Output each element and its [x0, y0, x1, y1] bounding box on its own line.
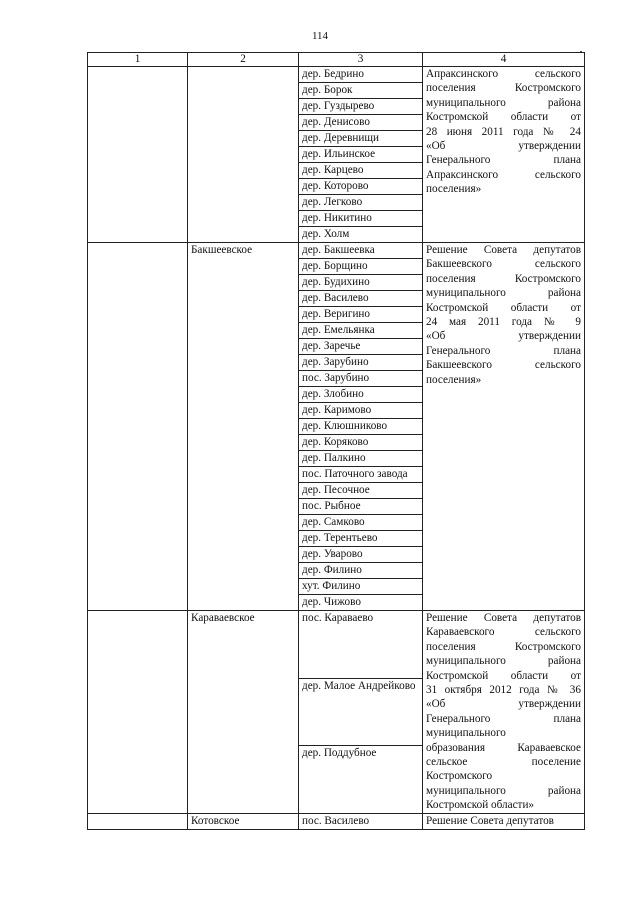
village-cell: дер. Зарубино — [299, 355, 423, 371]
column-header: 1 — [88, 53, 188, 67]
village-cell: дер. Чижово — [299, 595, 423, 611]
village-cell: дер. Бедрино — [299, 67, 423, 83]
decision-line: муниципального района — [426, 96, 581, 109]
table-row — [88, 611, 585, 679]
village-cell: дер. Коряково — [299, 435, 423, 451]
decision-line: Бакшеевского сельского — [426, 359, 581, 372]
decision-line: Костромского — [426, 770, 493, 783]
decision-line: Генерального плана — [426, 712, 581, 725]
village-cell: дер. Гуздырево — [299, 99, 423, 115]
village-cell: дер. Холм — [299, 227, 423, 243]
decision-line: Костромской области от — [426, 669, 581, 682]
village-cell: дер. Карцево — [299, 163, 423, 179]
decision-line: поселения» — [426, 373, 482, 386]
number-cell — [88, 243, 188, 611]
village-cell: дер. Борщино — [299, 259, 423, 275]
settlement-cell — [188, 67, 299, 243]
village-cell: пос. Паточного завода — [299, 467, 423, 483]
village-cell: дер. Злобино — [299, 387, 423, 403]
decision-line: сельское поселение — [426, 756, 581, 769]
settlement-cell: Бакшеевское — [188, 243, 299, 611]
village-cell: дер. Песочное — [299, 483, 423, 499]
village-cell: дер. Поддубное — [299, 746, 423, 814]
decision-line: «Об утверждении — [426, 330, 581, 343]
decision-line: Решение Совета депутатов — [426, 244, 581, 256]
decision-cell — [423, 243, 585, 611]
village-cell: дер. Уварово — [299, 547, 423, 563]
village-cell: дер. Бакшеевка — [299, 243, 423, 259]
decision-line: поселения» — [426, 183, 482, 196]
decision-line: Апраксинского сельского — [426, 68, 581, 80]
decision-line: 31 октября 2012 года № 36 — [426, 684, 581, 697]
village-cell: дер. Терентьево — [299, 531, 423, 547]
village-cell: дер. Каримово — [299, 403, 423, 419]
village-cell: дер. Василево — [299, 291, 423, 307]
decision-line: поселения Костромского — [426, 640, 581, 653]
village-cell: дер. Палкино — [299, 451, 423, 467]
decision-cell — [423, 67, 585, 243]
village-cell: хут. Филино — [299, 579, 423, 595]
decision-line: Решение Совета депутатов — [426, 612, 581, 624]
village-cell: пос. Зарубино — [299, 371, 423, 387]
decision-line: Бакшеевского сельского — [426, 258, 581, 271]
village-cell: пос. Караваево — [299, 611, 423, 679]
village-cell: пос. Василево — [299, 813, 423, 829]
village-cell: дер. Которово — [299, 179, 423, 195]
decision-line: Костромской области» — [426, 799, 535, 812]
decision-line: поселения Костромского — [426, 272, 581, 285]
decision-line: образования Караваевское — [426, 741, 581, 754]
column-header: 4 — [423, 53, 585, 67]
village-cell: дер. Легково — [299, 195, 423, 211]
decision-line: Костромской области от — [426, 111, 581, 124]
village-cell: дер. Будихино — [299, 275, 423, 291]
table-row — [88, 243, 585, 259]
village-cell: дер. Емельянка — [299, 323, 423, 339]
decision-line: 28 июня 2011 года № 24 — [426, 125, 581, 138]
decision-line: «Об утверждении — [426, 140, 581, 153]
village-cell: дер. Клюшниково — [299, 419, 423, 435]
decision-line: Караваевского сельского — [426, 626, 581, 639]
village-cell: дер. Борок — [299, 83, 423, 99]
decision-line: муниципального района — [426, 287, 581, 300]
decision-cell — [423, 611, 585, 814]
village-cell: дер. Филино — [299, 563, 423, 579]
village-cell: дер. Заречье — [299, 339, 423, 355]
village-cell: дер. Деревнищи — [299, 131, 423, 147]
village-cell: пос. Рыбное — [299, 499, 423, 515]
settlement-cell: Караваевское — [188, 611, 299, 814]
number-cell — [88, 67, 188, 243]
village-cell: дер. Никитино — [299, 211, 423, 227]
column-header: 2 — [188, 53, 299, 67]
number-cell — [88, 813, 188, 829]
decision-line: муниципального района — [426, 784, 581, 797]
table-row — [88, 67, 585, 83]
table-row — [88, 813, 585, 829]
village-cell: дер. Денисово — [299, 115, 423, 131]
table-header-row — [88, 53, 585, 67]
decision-line: муниципального — [426, 727, 506, 740]
number-cell — [88, 611, 188, 814]
decision-line: Апраксинского сельского — [426, 168, 581, 181]
village-cell: дер. Веригино — [299, 307, 423, 323]
decision-line: «Об утверждении — [426, 698, 581, 711]
decision-line: 24 мая 2011 года № 9 — [426, 316, 581, 329]
decision-line: Решение Совета депутатов — [426, 814, 554, 827]
decision-line: Костромской области от — [426, 301, 581, 314]
village-cell: дер. Ильинское — [299, 147, 423, 163]
settlements-table — [87, 52, 585, 830]
settlement-cell: Котовское — [188, 813, 299, 829]
decision-line: муниципального района — [426, 655, 581, 668]
decision-cell — [423, 813, 585, 829]
decision-line: поселения Костромского — [426, 82, 581, 95]
village-cell: дер. Самково — [299, 515, 423, 531]
village-cell: дер. Малое Андрейково — [299, 678, 423, 746]
decision-line: Генерального плана — [426, 344, 581, 357]
column-header: 3 — [299, 53, 423, 67]
decision-line: Генерального плана — [426, 154, 581, 167]
page-number: 114 — [311, 30, 329, 42]
